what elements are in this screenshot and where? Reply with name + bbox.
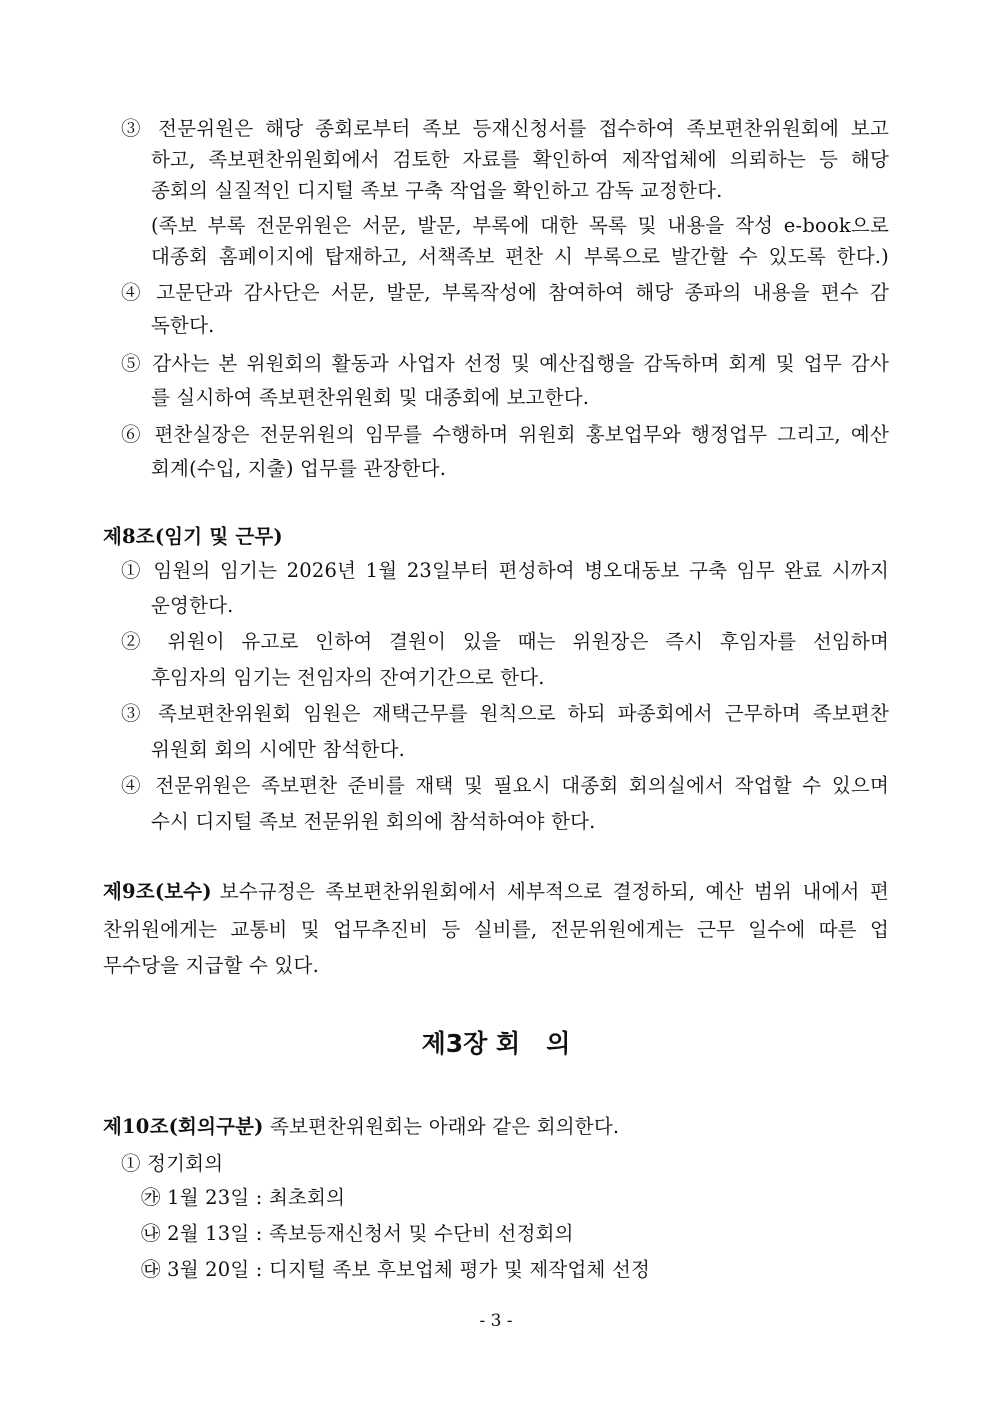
item-5-line-2: 를 실시하여 족보편찬위원회 및 대종회에 보고한다. <box>151 386 590 409</box>
article-9-title: 제9조(보수) <box>103 880 212 903</box>
page-number: - 3 - <box>479 1311 513 1331</box>
article-9-line-3: 무수당을 지급할 수 있다. <box>103 954 319 977</box>
item-3-line-3: 종회의 실질적인 디지털 족보 구축 작업을 확인하고 감독 교정한다. <box>151 179 723 202</box>
article-8-item-4-line-1: ④ 전문위원은 족보편찬 준비를 재택 및 필요시 대종회 회의실에서 작업할 수 있으며 <box>121 774 889 797</box>
article-9-line-1 <box>103 878 889 906</box>
article-8-title: 제8조(임기 및 근무) <box>103 525 283 548</box>
article-8-item-2-line-1: ② 위원이 유고로 인하여 결원이 있을 때는 위원장은 즉시 후임자를 선임하며 <box>121 630 889 653</box>
article-10-sub-1: ㉮ 1월 23일 : 최초회의 <box>141 1186 346 1209</box>
item-3-line-4: (족보 부록 전문위원은 서문, 발문, 부록에 대한 목록 및 내용을 작성 e-book으로 <box>151 214 889 237</box>
article-10-line-1 <box>103 1113 619 1141</box>
article-10-line-1-text: 족보편찬위원회는 아래와 같은 회의한다. <box>270 1115 620 1138</box>
article-8-item-2-line-2: 후임자의 임기는 전임자의 잔여기간으로 한다. <box>151 666 545 689</box>
article-10-item-1: ① 정기회의 <box>121 1152 224 1175</box>
item-3-line-2: 하고, 족보편찬위원회에서 검토한 자료를 확인하여 제작업체에 의뢰하는 등 해당 <box>151 148 889 171</box>
item-6-line-1: ⑥ 편찬실장은 전문위원의 임무를 수행하며 위원회 홍보업무와 행정업무 그리고, 예산 <box>121 423 889 446</box>
article-8-item-3-line-2: 위원회 회의 시에만 참석한다. <box>151 738 406 761</box>
item-4-line-2: 독한다. <box>151 314 215 337</box>
chapter-3-heading: 제3장 회 의 <box>421 1029 571 1058</box>
article-8-item-1-line-1: ① 임원의 임기는 2026년 1월 23일부터 편성하여 병오대동보 구축 임무 완료 시까지 <box>121 559 889 582</box>
article-8-item-1-line-2: 운영한다. <box>151 594 234 617</box>
article-9-line-1-text: 보수규정은 족보편찬위원회에서 세부적으로 결정하되, 예산 범위 내에서 편 <box>219 880 889 903</box>
article-10-sub-2: ㉯ 2월 13일 : 족보등재신청서 및 수단비 선정회의 <box>141 1222 574 1245</box>
article-8-item-4-line-2: 수시 디지털 족보 전문위원 회의에 참석하여야 한다. <box>151 810 596 833</box>
item-5-line-1: ⑤ 감사는 본 위원회의 활동과 사업자 선정 및 예산집행을 감독하며 회계 및 업무 감사 <box>121 352 889 375</box>
item-6-line-2: 회계(수입, 지출) 업무를 관장한다. <box>151 457 447 480</box>
article-9-line-2: 찬위원에게는 교통비 및 업무추진비 등 실비를, 전문위원에게는 근무 일수에 따른 업 <box>103 918 889 941</box>
article-10-title: 제10조(회의구분) <box>103 1115 264 1138</box>
item-3-line-1: ③ 전문위원은 해당 종회로부터 족보 등재신청서를 접수하여 족보편찬위원회에 보고 <box>121 117 889 140</box>
article-10-sub-3: ㉰ 3월 20일 : 디지털 족보 후보업체 평가 및 제작업체 선정 <box>141 1258 651 1281</box>
item-3-line-5: 대종회 홈페이지에 탑재하고, 서책족보 편찬 시 부록으로 발간할 수 있도록 한다.) <box>151 245 889 268</box>
item-4-line-1: ④ 고문단과 감사단은 서문, 발문, 부록작성에 참여하여 해당 종파의 내용을 편수 감 <box>121 281 889 304</box>
article-8-item-3-line-1: ③ 족보편찬위원회 임원은 재택근무를 원칙으로 하되 파종회에서 근무하며 족보편찬 <box>121 702 889 725</box>
